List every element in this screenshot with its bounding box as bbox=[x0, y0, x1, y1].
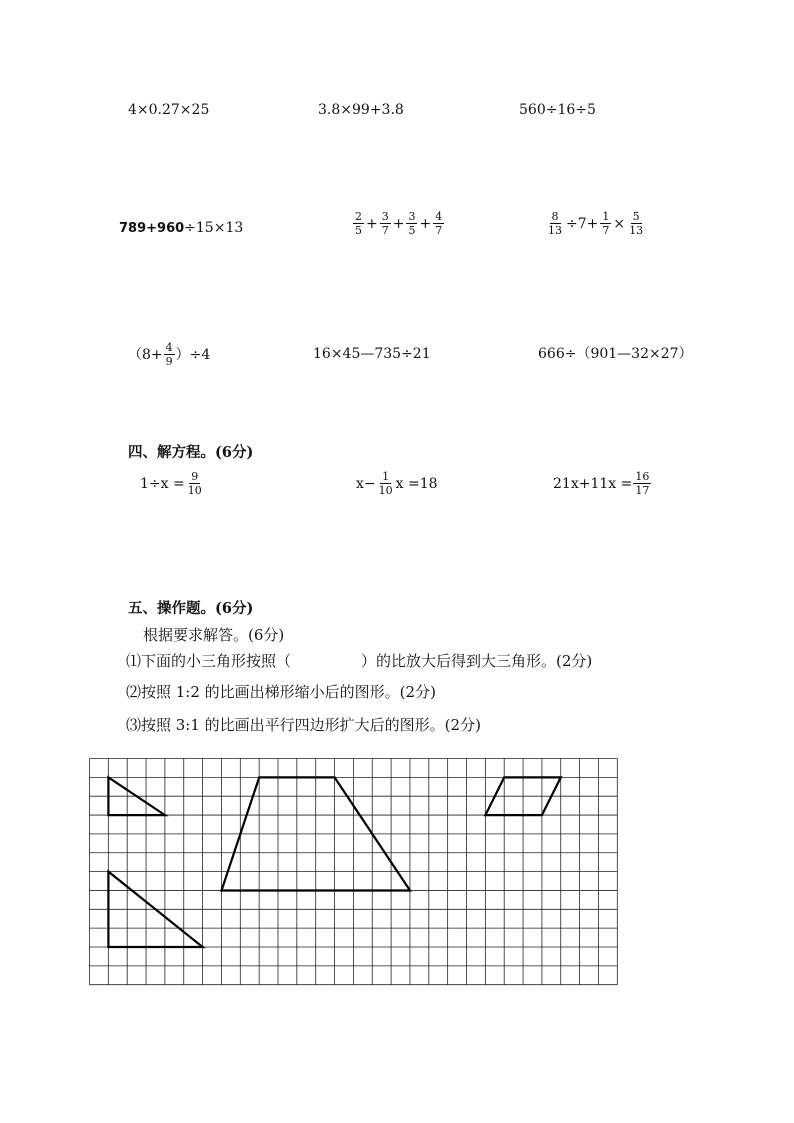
fraction: $\frac{1}{10}$ bbox=[378, 470, 393, 497]
fraction: $\frac{2}{5}$ bbox=[355, 210, 362, 237]
section-5-intro: 根据要求解答。(6分) bbox=[143, 626, 285, 644]
equation-3: 21x+11x = $\frac{16}{17}$ bbox=[553, 470, 650, 497]
expr-3-3: 666÷（901—32×27） bbox=[538, 346, 693, 362]
grid-diagram bbox=[89, 758, 619, 986]
fraction: $\frac{8}{13}$ bbox=[548, 210, 562, 237]
fraction: $\frac{1}{7}$ bbox=[602, 210, 610, 237]
expr-1-2: 3.8×99+3.8 bbox=[318, 102, 404, 118]
fraction: $\frac{4}{7}$ bbox=[435, 210, 443, 237]
expr-3-2: 16×45—735÷21 bbox=[313, 346, 431, 362]
grid-lines bbox=[90, 759, 618, 985]
question-1: ⑴下面的小三角形按照（ ）的比放大后得到大三角形。(2分) bbox=[126, 652, 593, 670]
expr-2-3: $\frac{8}{13}$ ÷7+ $\frac{1}{7}$ × $\frac{5}{13}$ bbox=[548, 210, 644, 237]
question-2: ⑵按照 1:2 的比画出梯形缩小后的图形。(2分) bbox=[126, 683, 436, 701]
equation-2: x− $\frac{1}{10}$ x =18 bbox=[356, 470, 438, 497]
expr-1-1: 4×0.27×25 bbox=[128, 102, 210, 118]
fraction: $\frac{9}{10}$ bbox=[187, 470, 202, 497]
equation-1: 1÷x = $\frac{9}{10}$ bbox=[140, 470, 202, 497]
question-3: ⑶按照 3:1 的比画出平行四边形扩大后的图形。(2分) bbox=[126, 716, 481, 734]
fraction: $\frac{16}{17}$ bbox=[635, 470, 650, 497]
section-4-heading: 四、解方程。(6分) bbox=[128, 444, 254, 461]
fraction: $\frac{3}{5}$ bbox=[408, 210, 416, 237]
fraction: $\frac{3}{7}$ bbox=[381, 210, 389, 237]
expr-1-3: 560÷16÷5 bbox=[519, 102, 596, 118]
expr-2-1 bbox=[119, 219, 243, 238]
expr-3-1: （8+ $\frac{4}{9}$ ）÷4 bbox=[128, 341, 211, 368]
expr-2-2: $\frac{2}{5}$ + $\frac{3}{7}$ + $\frac{3}{5}$ + $\frac{4}{7}$ bbox=[355, 210, 443, 237]
expr-2-1-part-a: 789+960 bbox=[119, 221, 185, 236]
section-5-heading: 五、操作题。(6分) bbox=[128, 600, 254, 617]
fraction: $\frac{4}{9}$ bbox=[165, 341, 173, 368]
fraction: $\frac{5}{13}$ bbox=[629, 210, 644, 237]
expr-2-1-part-b: ÷15×13 bbox=[184, 220, 244, 236]
